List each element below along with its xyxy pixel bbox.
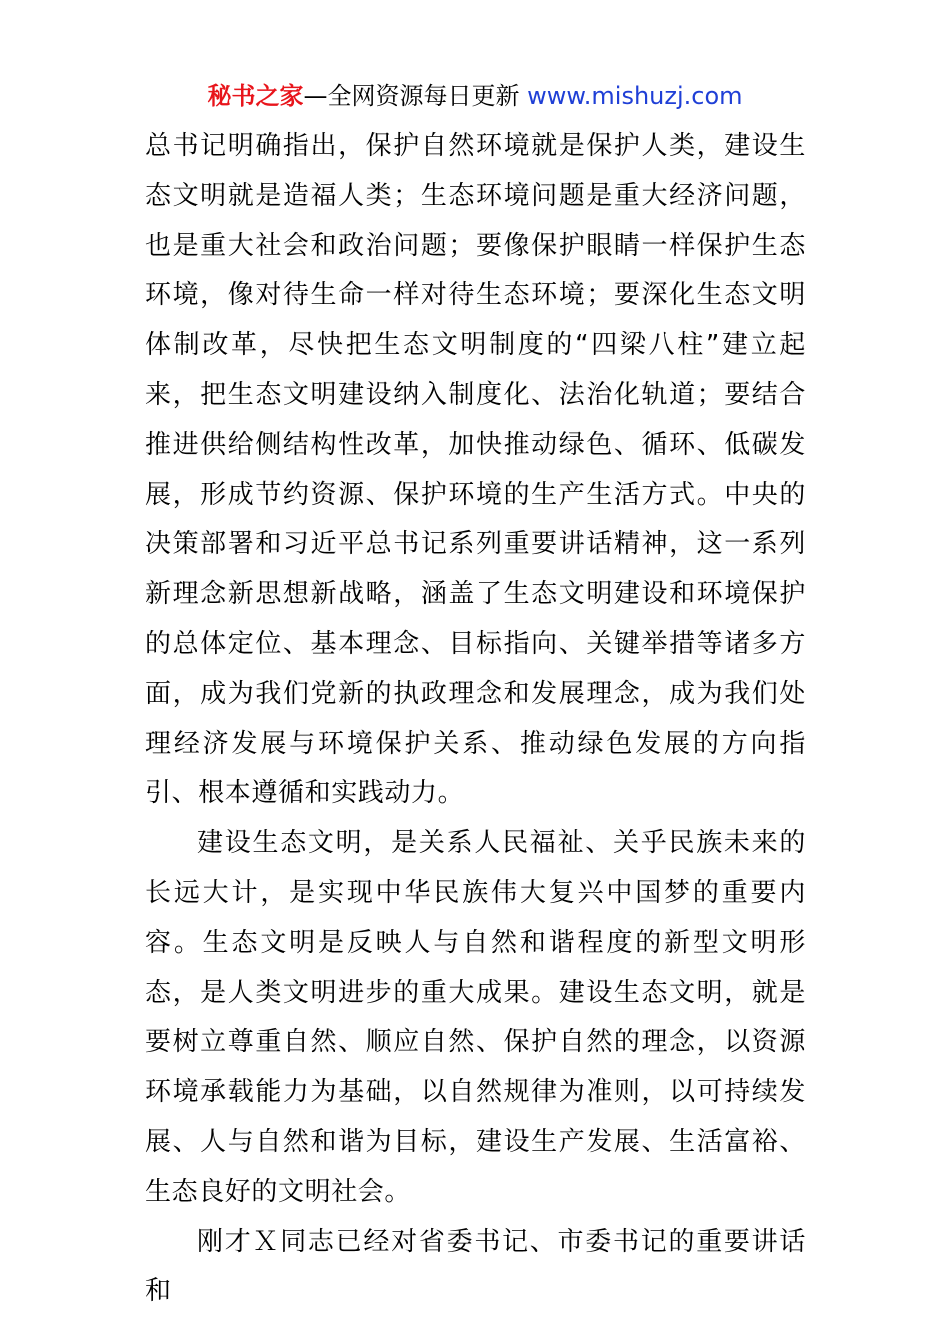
paragraph-continued: 总书记明确指出，保护自然环境就是保护人类，建设生态文明就是造福人类；生态环境问题是重大经济问题，也是重大社会和政治问题；要像保护眼睛一样保护生态环境，像对待生命一样对待生态环境；要深化生态文明体制改革，尽快把生态文明制度的“四梁八柱”建立起来，把生态文明建设纳入制度化、法治化轨道；要结合推进供给侧结构性改革，加快推动绿色、循环、低碳发展，形成节约资源、保护环境的生产生活方式。中央的决策部署和习近平总书记系列重要讲话精神，这一系列新理念新思想新战略，涵盖了生态文明建设和环境保护的总体定位、基本理念、目标指向、关键举措等诸多方面，成为我们党新的执政理念和发展理念，成为我们处理经济发展与环境保护关系、推动绿色发展的方向指引、根本遵循和实践动力。 [145, 131, 806, 809]
document-body [145, 122, 806, 1317]
paragraph-ecological-civilization: 建设生态文明，是关系人民福祉、关乎民族未来的长远大计，是实现中华民族伟大复兴中国梦的重要内容。生态文明是反映人与自然和谐程度的新型文明形态，是人类文明进步的重大成果。建设生态文明，就是要树立尊重自然、顺应自然、保护自然的理念，以资源环境承载能力为基础，以自然规律为准则，以可持续发展、人与自然和谐为目标，建设生产发展、生活富裕、生态良好的文明社会。 [145, 828, 806, 1207]
paragraph-truncated: 刚才Ｘ同志已经对省委书记、市委书记的重要讲话和 [145, 1226, 806, 1307]
site-tagline: —全网资源每日更新 [303, 82, 520, 110]
site-brand: 秘书之家 [207, 82, 304, 110]
page-header [0, 80, 950, 112]
site-url-link[interactable]: www.mishuzj.com [527, 82, 743, 110]
